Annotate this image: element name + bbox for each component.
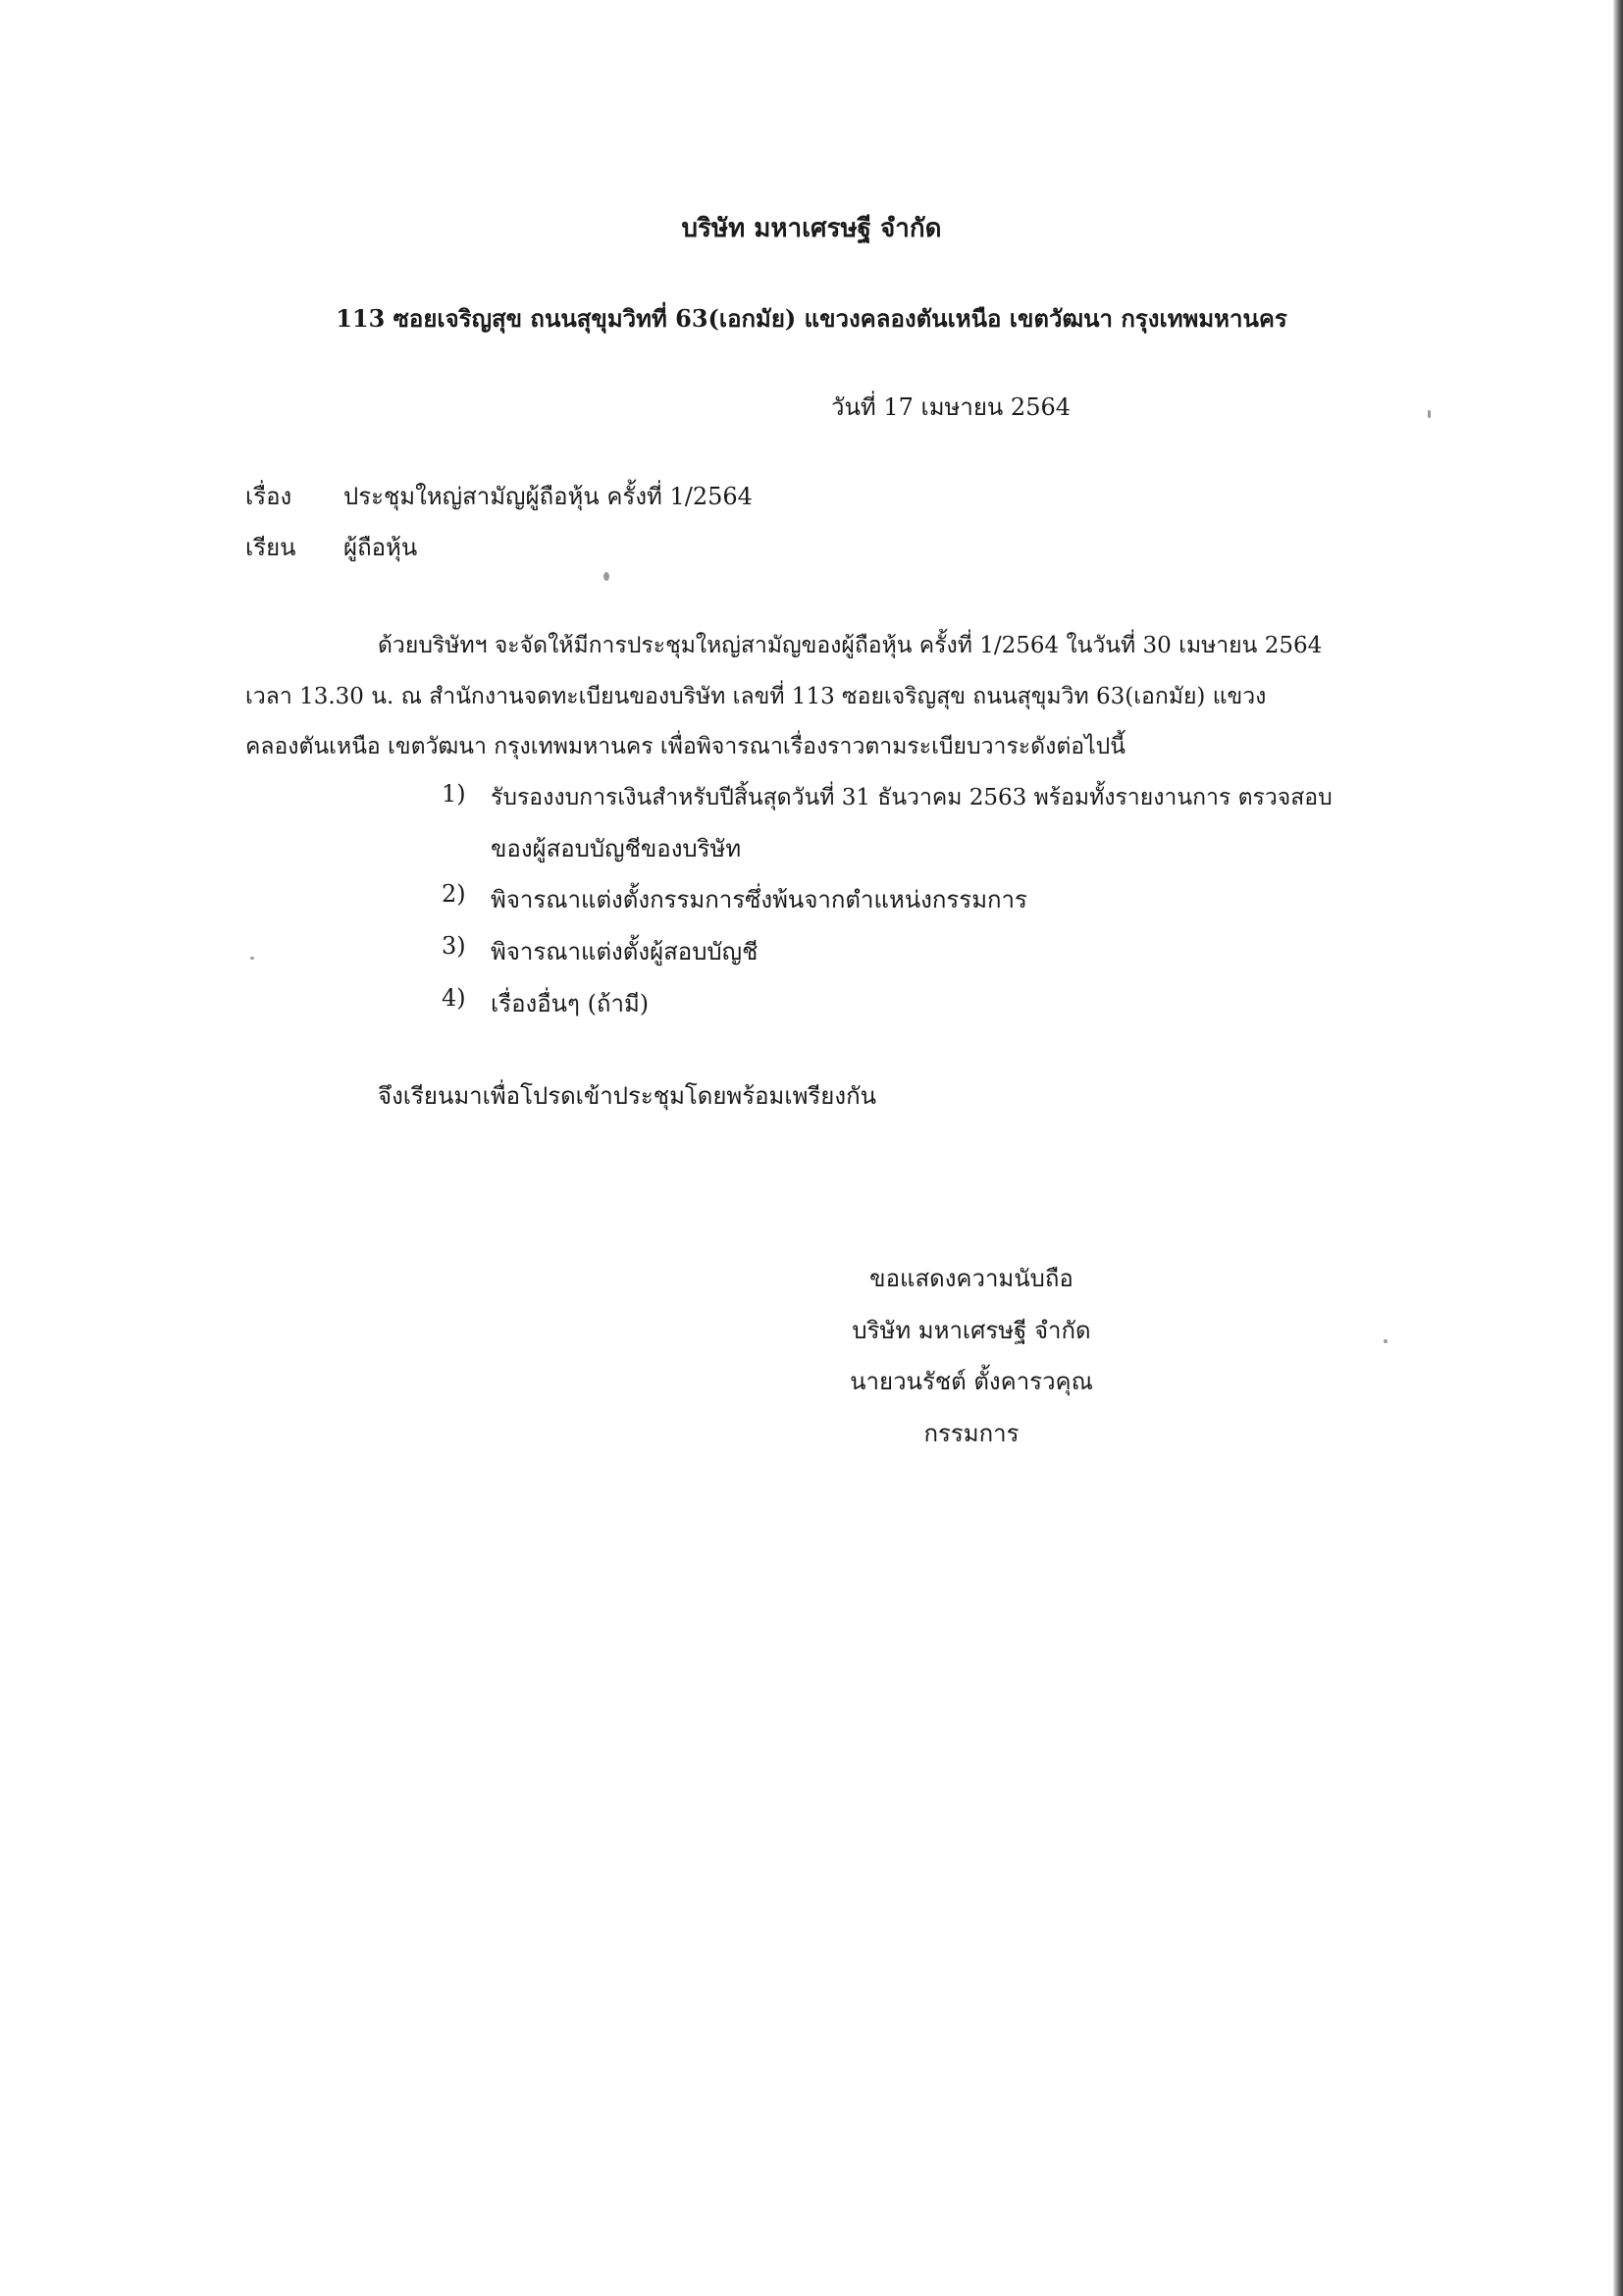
- letter-date: วันที่ 17 เมษายน 2564: [831, 393, 1071, 421]
- agenda-item-1-text: รับรองงบการเงินสำหรับปีสิ้นสุดวันที่ 31 ธันวาคม 2563 พร้อมทั้งรายงานการ ตรวจสอบ: [491, 785, 1333, 810]
- subject-label: เรื่อง: [245, 483, 292, 510]
- body-line-3: คลองตันเหนือ เขตวัฒนา กรุงเทพมหานคร เพื่อพิจารณาเรื่องราวตามระเบียบวาระดังต่อไปนี้: [245, 734, 1126, 759]
- agenda-item-1-number: 1): [442, 780, 466, 808]
- scan-speck: [1428, 410, 1431, 418]
- subject-value: ประชุมใหญ่สามัญผู้ถือหุ้น ครั้งที่ 1/2564: [343, 483, 753, 510]
- agenda-item-3-text: พิจารณาแต่งตั้งผู้สอบบัญชี: [491, 938, 759, 965]
- agenda-item-2-number: 2): [442, 880, 466, 908]
- signature-position: กรรมการ: [923, 1420, 1020, 1447]
- company-address: 113 ซอยเจริญสุข ถนนสุขุมวิทที่ 63(เอกมัย) แขวงคลองตันเหนือ เขตวัฒนา กรุงเทพมหานคร: [336, 304, 1287, 333]
- company-name: บริษัท มหาเศรษฐี จำกัด: [681, 214, 942, 243]
- scan-page-edge: [1613, 0, 1623, 2296]
- recipient-label: เรียน: [245, 534, 296, 561]
- agenda-item-2-text: พิจารณาแต่งตั้งกรรมการซึ่งพ้นจากตำแหน่งกรรมการ: [491, 886, 1027, 913]
- scan-speck: [603, 572, 609, 581]
- signature-company: บริษัท มหาเศรษฐี จำกัด: [852, 1317, 1091, 1344]
- closing-line: จึงเรียนมาเพื่อโปรดเข้าประชุมโดยพร้อมเพรียงกัน: [378, 1082, 877, 1110]
- scan-speck: [250, 957, 254, 960]
- signature-name: นายวนรัชต์ ตั้งคารวคุณ: [850, 1368, 1093, 1395]
- signature-regards: ขอแสดงความนับถือ: [869, 1265, 1073, 1292]
- agenda-item-3-number: 3): [442, 932, 466, 960]
- agenda-item-4-number: 4): [442, 984, 466, 1012]
- agenda-item-1-text-cont: ของผู้สอบบัญชีของบริษัท: [491, 835, 742, 862]
- agenda-item-4-text: เรื่องอื่นๆ (ถ้ามี): [491, 990, 650, 1018]
- body-line-2: เวลา 13.30 น. ณ สำนักงานจดทะเบียนของบริษัท เลขที่ 113 ซอยเจริญสุข ถนนสุขุมวิท 63(เอกมัย) แขวง: [245, 684, 1267, 709]
- body-line-1: ด้วยบริษัทฯ จะจัดให้มีการประชุมใหญ่สามัญของผู้ถือหุ้น ครั้งที่ 1/2564 ในวันที่ 30 เมษายน 2564: [378, 633, 1323, 658]
- recipient-value: ผู้ถือหุ้น: [343, 534, 418, 561]
- scan-speck: [1384, 1339, 1387, 1343]
